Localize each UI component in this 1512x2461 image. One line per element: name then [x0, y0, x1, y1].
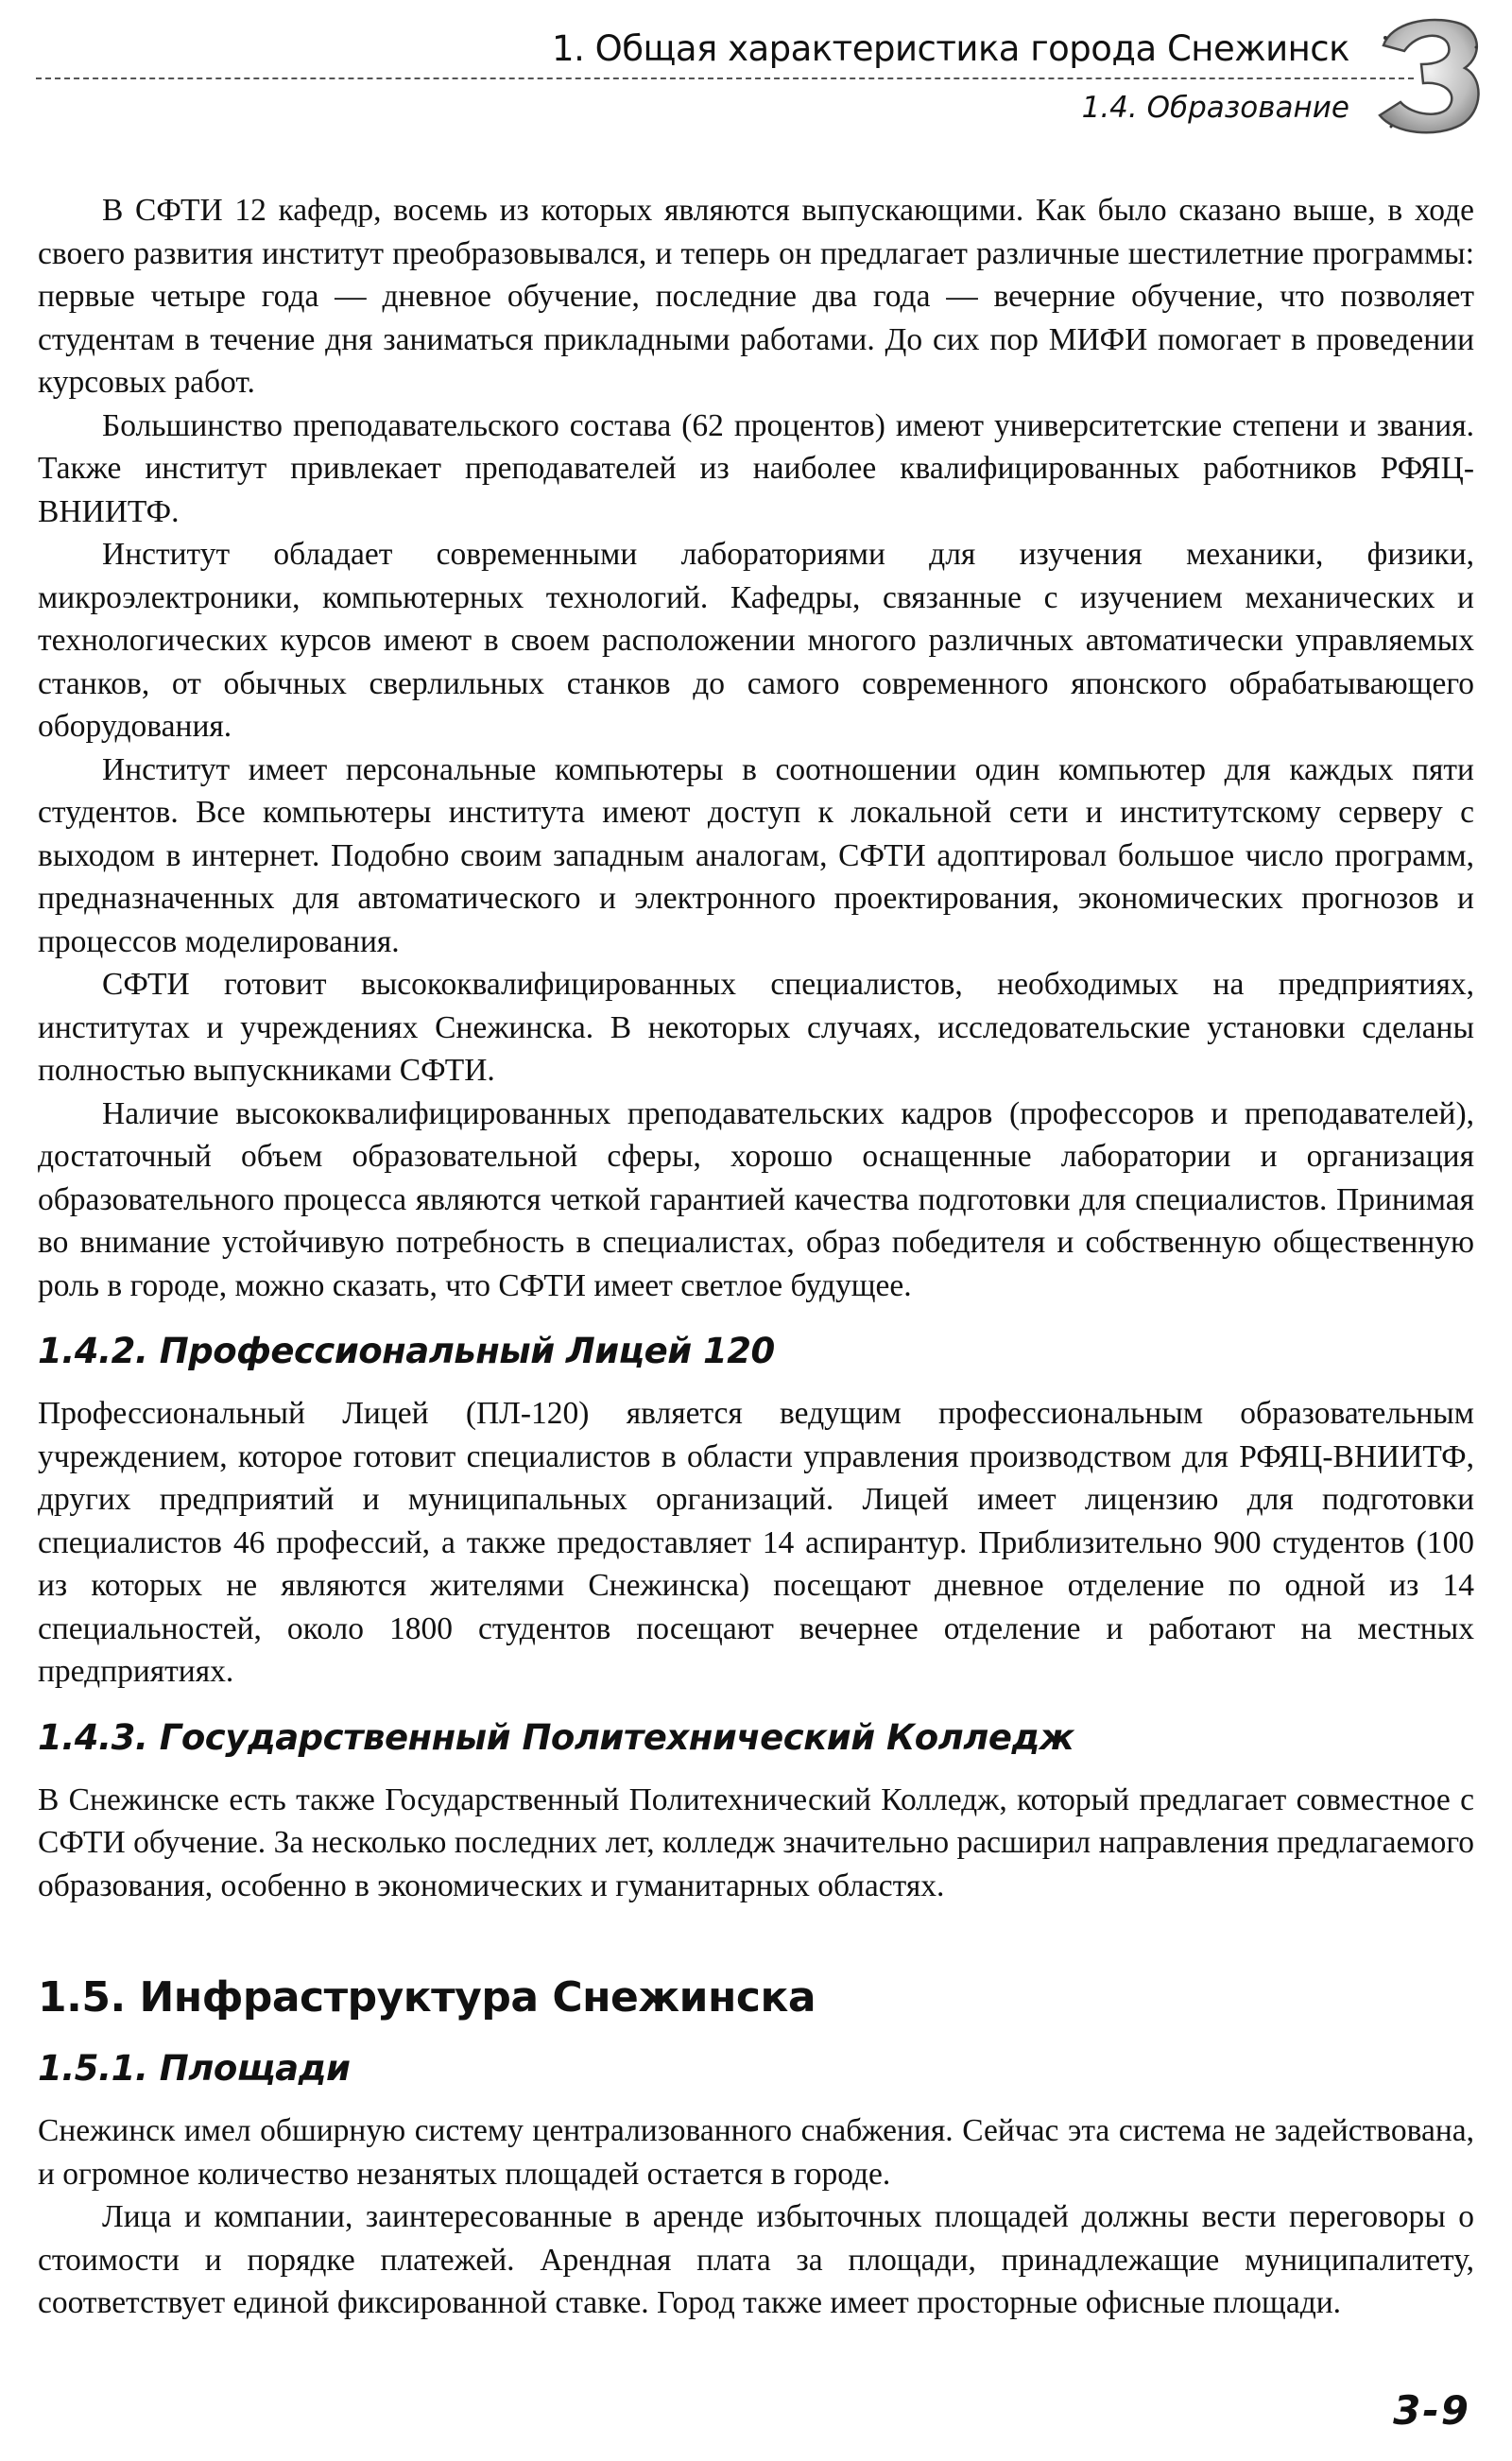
paragraph-sfti-graduates: СФТИ готовит высококвалифицированных специалистов, необходимых на предприятиях, институтах и учреждениях Снежинска. В некоторых случаях, исследовательские установки сделаны полностью выпускниками СФТИ. [38, 967, 1474, 1088]
chapter-title: 1. Общая характеристика города Снежинск [552, 28, 1349, 69]
paragraph-college: В Снежинске есть также Государственный Политехнический Колледж, который предлагает совместное с СФТИ обучение. За несколько последних лет, колледж значительно расширил направления предлагаемого образования, особенно в экономических и гуманитарных областях. [38, 1781, 1474, 1903]
paragraph-sfti-computers: Институт имеет персональные компьютеры в соотношении один компьютер для каждых пяти студентов. Все компьютеры института имеют доступ к локальной сети и институтскому серверу с выходом в интернет. Подобно своим западным аналогам, СФТИ адоптировал большое число программ, предназначенных для автоматического и электронного проектирования, экономических прогнозов и процессов моделирования. [38, 751, 1474, 959]
header-divider [36, 77, 1414, 79]
page-number: 3-9 [1393, 2387, 1470, 2434]
chapter-3-icon [1363, 9, 1495, 142]
paragraph-sfti-future: Наличие высококвалифицированных преподавательских кадров (профессоров и преподавателей), достаточный объем образовательной сферы, хорошо оснащенные лаборатории и организация образовательного процесса являются четкой гарантией качества подготовки для специалистов. Принимая во внимание устойчивую потребность в специалистах, образ победителя и собственную общественную роль в городе, можно сказать, что СФТИ имеет светлое будущее. [38, 1095, 1474, 1303]
heading-lyceum-120: 1.4.2. Профессиональный Лицей 120 [38, 1331, 775, 1371]
heading-infrastructure: 1.5. Инфраструктура Снежинска [38, 1973, 816, 2022]
paragraph-sfti-departments: В СФТИ 12 кафедр, восемь из которых являются выпускающими. Как было сказано выше, в ходе своего развития институт преобразовывался, и теперь он предлагает различные шестилетние программы: первые четыре года — дневное обучение, последние два года — вечерние обучение, что позволяет студентам в течение дня заниматься прикладными работами. До сих пор МИФИ помогает в проведении курсовых работ. [38, 193, 1474, 400]
paragraph-lyceum: Профессиональный Лицей (ПЛ-120) является ведущим профессиональным образовательным учреждением, которое готовит специалистов в области управления производством для РФЯЦ-ВНИИТФ, других предприятий и муниципальных организаций. Лицей имеет лицензию для подготовки специалистов 46 профессий, а также предоставляет 14 аспирантур. Приблизительно 900 студентов (100 из которых не являются жителями Снежинска) посещают дневное отделение по одной из 14 специальностей, около 1800 студентов посещают вечернее отделение и работают на местных предприятиях. [38, 1396, 1474, 1689]
heading-polytechnic-college: 1.4.3. Государственный Политехнический Колледж [38, 1716, 1074, 1758]
paragraph-sfti-labs: Институт обладает современными лабораториями для изучения механики, физики, микроэлектроники, компьютерных технологий. Кафедры, связанные с изучением механических и технологических курсов имеют в своем расположении многого различных автоматически управляемых станков, от обычных сверлильных станков до самого современного японского обрабатывающего оборудования. [38, 537, 1474, 744]
running-header [0, 0, 1512, 151]
section-subtitle: 1.4. Образование [1081, 91, 1349, 125]
paragraph-sfti-staff: Большинство преподавательского состава (62 процентов) имеют университетские степени и звания. Также институт привлекает преподавателей из наиболее квалифицированных работников РФЯЦ-ВНИИТФ. [38, 407, 1474, 529]
paragraph-premises-supply: Снежинск имел обширную систему централизованного снабжения. Сейчас эта система не задействована, и огромное количество незанятых площадей остается в городе. [38, 2113, 1474, 2192]
paragraph-premises-rent: Лица и компании, заинтересованные в аренде избыточных площадей должны вести переговоры о стоимости и порядке платежей. Арендная плата за площади, принадлежащие муниципалитету, соответствует единой фиксированной ставке. Город также имеет просторные офисные площади. [38, 2199, 1474, 2320]
heading-premises: 1.5.1. Площади [38, 2048, 351, 2089]
page-body [38, 189, 1474, 2325]
